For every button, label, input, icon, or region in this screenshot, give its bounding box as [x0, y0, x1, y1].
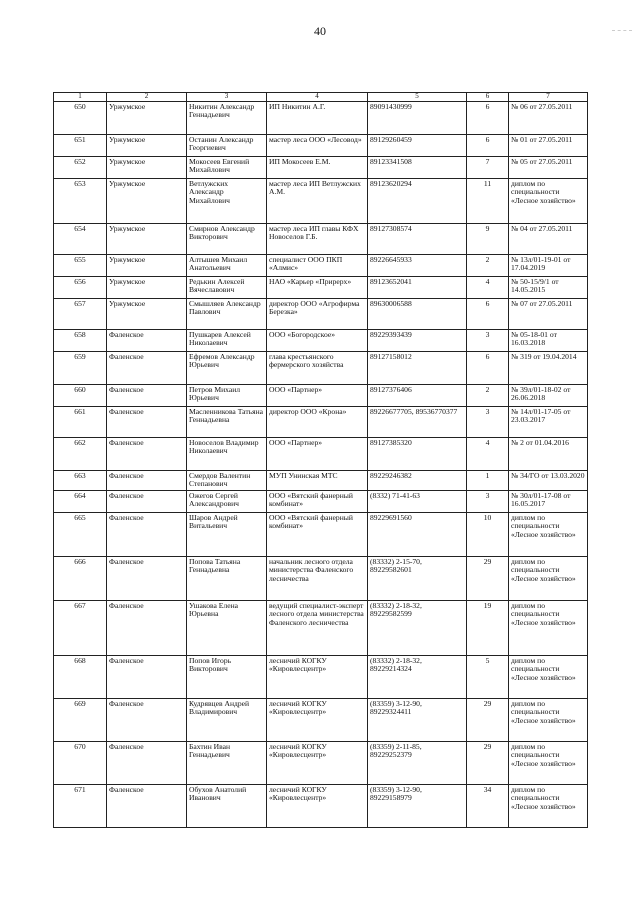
table-row [54, 276, 588, 298]
document-cell: № 2 от 01.04.2016 [509, 437, 588, 470]
district-cell: Фаленское [107, 556, 187, 600]
document-cell: № 07 от 27.05.2011 [509, 298, 588, 329]
row-number-cell: 668 [54, 655, 107, 698]
table-row [54, 298, 588, 329]
district-cell: Фаленское [107, 329, 187, 351]
table-row [54, 741, 588, 784]
document-cell: № 05-18-01 от 16.03.2018 [509, 329, 588, 351]
person-name-cell: Смышляев Александр Павлович [187, 298, 267, 329]
table-row [54, 490, 588, 512]
table-row [54, 698, 588, 741]
row-number-cell: 655 [54, 254, 107, 276]
person-name-cell: Алтышев Михаил Анатольевич [187, 254, 267, 276]
organization-cell: ИП Мокосеев Е.М. [267, 156, 368, 178]
district-cell: Фаленское [107, 490, 187, 512]
organization-cell: ООО «Вятский фанерный комбинат» [267, 490, 368, 512]
document-cell: диплом по специальности «Лесное хозяйство» [509, 556, 588, 600]
experience-cell: 29 [467, 556, 509, 600]
organization-cell: начальник лесного отдела министерства Фаленского лесничества [267, 556, 368, 600]
organization-cell: мастер леса ИП главы КФХ Новоселов Г.Б. [267, 223, 368, 254]
district-cell: Фаленское [107, 437, 187, 470]
document-cell: № 50-15/9/1 от 14.05.2015 [509, 276, 588, 298]
document-cell: № 05 от 27.05.2011 [509, 156, 588, 178]
table-row [54, 784, 588, 827]
row-number-cell: 665 [54, 512, 107, 556]
organization-cell: лесничий КОГКУ «Кировлесцентр» [267, 784, 368, 827]
experience-cell: 3 [467, 406, 509, 437]
experience-cell: 6 [467, 351, 509, 384]
table-row [54, 556, 588, 600]
table-row [54, 470, 588, 490]
person-name-cell: Попов Игорь Викторович [187, 655, 267, 698]
row-number-cell: 663 [54, 470, 107, 490]
phone-cell: 89630006588 [368, 298, 467, 329]
district-cell: Уржумское [107, 223, 187, 254]
experience-cell: 1 [467, 470, 509, 490]
phone-cell: 89226677705, 89536770377 [368, 406, 467, 437]
district-cell: Фаленское [107, 470, 187, 490]
phone-cell: (83332) 2-18-32, 89229214324 [368, 655, 467, 698]
document-cell: диплом по специальности «Лесное хозяйство» [509, 698, 588, 741]
document-cell: № 06 от 27.05.2011 [509, 101, 588, 134]
experience-cell: 19 [467, 600, 509, 655]
person-name-cell: Ожегов Сергей Александрович [187, 490, 267, 512]
district-cell: Уржумское [107, 178, 187, 223]
organization-cell: лесничий КОГКУ «Кировлесцентр» [267, 741, 368, 784]
experience-cell: 9 [467, 223, 509, 254]
column-header: 6 [467, 93, 509, 102]
district-cell: Фаленское [107, 698, 187, 741]
document-cell: № 13л/01-19-01 от 17.04.2019 [509, 254, 588, 276]
experience-cell: 4 [467, 437, 509, 470]
phone-cell: 89127376406 [368, 384, 467, 406]
page-number: 40 [314, 24, 326, 38]
experience-cell: 5 [467, 655, 509, 698]
table-row [54, 406, 588, 437]
district-cell: Фаленское [107, 600, 187, 655]
phone-cell: 89127158012 [368, 351, 467, 384]
person-name-cell: Смирнов Александр Викторович [187, 223, 267, 254]
organization-cell: мастер леса ООО «Лесовод» [267, 134, 368, 156]
phone-cell: (83332) 2-18-32, 89229582599 [368, 600, 467, 655]
row-number-cell: 659 [54, 351, 107, 384]
table-row [54, 223, 588, 254]
row-number-cell: 666 [54, 556, 107, 600]
table-row [54, 600, 588, 655]
organization-cell: глава крестьянского фермерского хозяйства [267, 351, 368, 384]
row-number-cell: 654 [54, 223, 107, 254]
table-header [54, 93, 588, 102]
experience-cell: 11 [467, 178, 509, 223]
table-row [54, 384, 588, 406]
document-cell: № 14л/01-17-05 от 23.03.2017 [509, 406, 588, 437]
document-cell: № 04 от 27.05.2011 [509, 223, 588, 254]
person-name-cell: Никитин Александр Геннадьевич [187, 101, 267, 134]
row-number-cell: 658 [54, 329, 107, 351]
row-number-cell: 671 [54, 784, 107, 827]
row-number-cell: 670 [54, 741, 107, 784]
document-cell: № 319 от 19.04.2014 [509, 351, 588, 384]
person-name-cell: Шаров Андрей Витальевич [187, 512, 267, 556]
column-header: 7 [509, 93, 588, 102]
phone-cell: (8332) 71-41-63 [368, 490, 467, 512]
experience-cell: 34 [467, 784, 509, 827]
organization-cell: ООО «Богородское» [267, 329, 368, 351]
document-cell: диплом по специальности «Лесное хозяйство» [509, 600, 588, 655]
person-name-cell: Мокосеев Евгений Михайлович [187, 156, 267, 178]
person-name-cell: Попова Татьяна Геннадьевна [187, 556, 267, 600]
organization-cell: ООО «Партнер» [267, 437, 368, 470]
document-cell: диплом по специальности «Лесное хозяйство» [509, 655, 588, 698]
document-cell: № 30л/01-17-08 от 16.05.2017 [509, 490, 588, 512]
district-cell: Уржумское [107, 156, 187, 178]
organization-cell: мастер леса ИП Ветлужских А.М. [267, 178, 368, 223]
person-name-cell: Новоселов Владимир Николаевич [187, 437, 267, 470]
organization-cell: лесничий КОГКУ «Кировлесцентр» [267, 698, 368, 741]
district-cell: Фаленское [107, 351, 187, 384]
experience-cell: 3 [467, 490, 509, 512]
organization-cell: директор ООО «Агрофирма Березка» [267, 298, 368, 329]
row-number-cell: 667 [54, 600, 107, 655]
organization-cell: ООО «Партнер» [267, 384, 368, 406]
row-number-cell: 656 [54, 276, 107, 298]
person-name-cell: Ефремов Александр Юрьевич [187, 351, 267, 384]
scan-artifact [612, 30, 632, 32]
table-row [54, 437, 588, 470]
row-number-cell: 657 [54, 298, 107, 329]
phone-cell: 89229393439 [368, 329, 467, 351]
row-number-cell: 650 [54, 101, 107, 134]
phone-cell: 89226645933 [368, 254, 467, 276]
phone-cell: (83359) 3-12-90, 89229324411 [368, 698, 467, 741]
phone-cell: (83359) 2-11-85, 89229252379 [368, 741, 467, 784]
district-cell: Уржумское [107, 298, 187, 329]
table-row [54, 134, 588, 156]
district-cell: Уржумское [107, 101, 187, 134]
district-cell: Уржумское [107, 276, 187, 298]
experience-cell: 6 [467, 134, 509, 156]
phone-cell: 89091430999 [368, 101, 467, 134]
document-cell: диплом по специальности «Лесное хозяйство» [509, 178, 588, 223]
table-row [54, 178, 588, 223]
organization-cell: специалист ООО ПКП «Алмис» [267, 254, 368, 276]
phone-cell: 89127308574 [368, 223, 467, 254]
district-cell: Фаленское [107, 406, 187, 437]
person-name-cell: Пушкарев Алексей Николаевич [187, 329, 267, 351]
phone-cell: 89129260459 [368, 134, 467, 156]
table-row [54, 156, 588, 178]
district-cell: Фаленское [107, 384, 187, 406]
row-number-cell: 660 [54, 384, 107, 406]
phone-cell: 89229691560 [368, 512, 467, 556]
organization-cell: ИП Никитин А.Г. [267, 101, 368, 134]
experience-cell: 29 [467, 698, 509, 741]
row-number-cell: 652 [54, 156, 107, 178]
table-row [54, 655, 588, 698]
experience-cell: 6 [467, 101, 509, 134]
column-header: 4 [267, 93, 368, 102]
person-name-cell: Обухов Анатолий Иванович [187, 784, 267, 827]
experience-cell: 6 [467, 298, 509, 329]
table-row [54, 101, 588, 134]
experience-cell: 10 [467, 512, 509, 556]
organization-cell: ведущий специалист-эксперт лесного отдела министерства Фаленского лесничества [267, 600, 368, 655]
person-name-cell: Останин Александр Георгиевич [187, 134, 267, 156]
phone-cell: (83332) 2-15-70, 89229582601 [368, 556, 467, 600]
organization-cell: лесничий КОГКУ «Кировлесцентр» [267, 655, 368, 698]
document-cell: диплом по специальности «Лесное хозяйство» [509, 512, 588, 556]
row-number-cell: 669 [54, 698, 107, 741]
phone-cell: 89123620294 [368, 178, 467, 223]
row-number-cell: 662 [54, 437, 107, 470]
column-header: 1 [54, 93, 107, 102]
table-body [54, 101, 588, 827]
district-cell: Фаленское [107, 784, 187, 827]
district-cell: Уржумское [107, 254, 187, 276]
district-cell: Фаленское [107, 512, 187, 556]
experience-cell: 3 [467, 329, 509, 351]
phone-cell: 89123652041 [368, 276, 467, 298]
row-number-cell: 651 [54, 134, 107, 156]
organization-cell: директор ООО «Крона» [267, 406, 368, 437]
column-header: 5 [368, 93, 467, 102]
organization-cell: МУП Унинская МТС [267, 470, 368, 490]
document-cell: диплом по специальности «Лесное хозяйство» [509, 741, 588, 784]
document-cell: № 34/ГО от 13.03.2020 [509, 470, 588, 490]
district-cell: Уржумское [107, 134, 187, 156]
experience-cell: 7 [467, 156, 509, 178]
person-name-cell: Ветлужских Александр Михайлович [187, 178, 267, 223]
experience-cell: 2 [467, 384, 509, 406]
person-name-cell: Петров Михаил Юрьевич [187, 384, 267, 406]
phone-cell: 89127385320 [368, 437, 467, 470]
person-name-cell: Ушакова Елена Юрьевна [187, 600, 267, 655]
organization-cell: НАО «Карьер «Прирерх» [267, 276, 368, 298]
phone-cell: 89229246382 [368, 470, 467, 490]
person-name-cell: Бахтин Иван Геннадьевич [187, 741, 267, 784]
person-name-cell: Масленникова Татьяна Геннадьевна [187, 406, 267, 437]
document-cell: № 39л/01-18-02 от 26.06.2018 [509, 384, 588, 406]
experience-cell: 2 [467, 254, 509, 276]
organization-cell: ООО «Вятский фанерный комбинат» [267, 512, 368, 556]
person-name-cell: Кудрявцев Андрей Владимирович [187, 698, 267, 741]
person-name-cell: Смердов Валентин Степанович [187, 470, 267, 490]
phone-cell: (83359) 3-12-90, 89229158979 [368, 784, 467, 827]
district-cell: Фаленское [107, 741, 187, 784]
column-header: 3 [187, 93, 267, 102]
table-row [54, 351, 588, 384]
column-header: 2 [107, 93, 187, 102]
experience-cell: 29 [467, 741, 509, 784]
experience-cell: 4 [467, 276, 509, 298]
table-row [54, 512, 588, 556]
row-number-cell: 653 [54, 178, 107, 223]
phone-cell: 89123341508 [368, 156, 467, 178]
table-row [54, 254, 588, 276]
row-number-cell: 664 [54, 490, 107, 512]
row-number-cell: 661 [54, 406, 107, 437]
document-cell: № 01 от 27.05.2011 [509, 134, 588, 156]
person-name-cell: Редькин Алексей Вячеславович [187, 276, 267, 298]
district-cell: Фаленское [107, 655, 187, 698]
table-row [54, 329, 588, 351]
document-cell: диплом по специальности «Лесное хозяйство» [509, 784, 588, 827]
registry-table [53, 92, 588, 828]
